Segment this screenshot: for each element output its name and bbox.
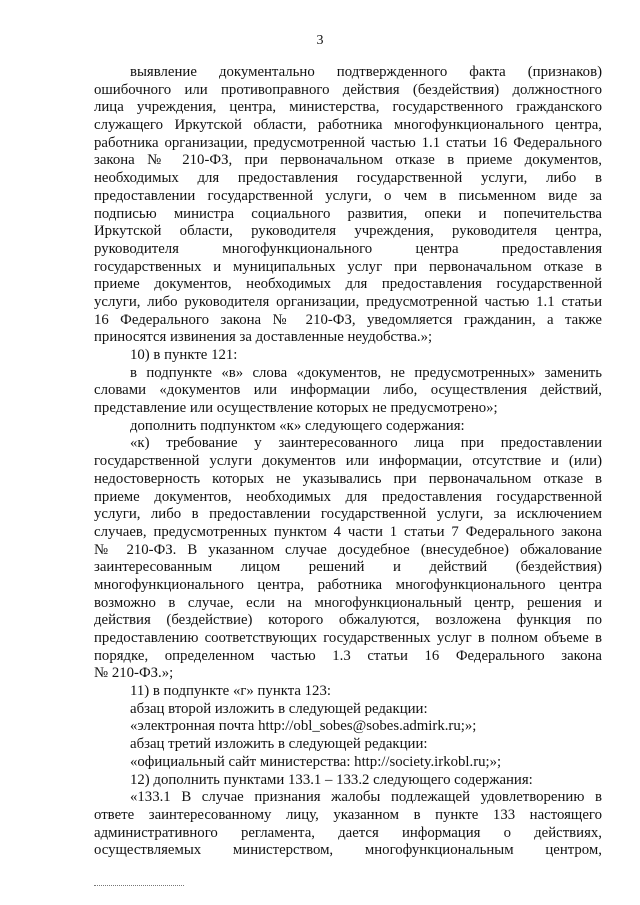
text-line: подписью министра социального развития, опеки и попечительства [94,205,602,222]
text-line: словами «документов или информации либо, осуществления действий, [94,382,602,399]
text-line: государственной услуги документов или информации, отсутствие и (или) [94,453,602,470]
text-line: № 210-ФЗ. В указанном случае досудебное (внесудебное) обжалование [94,541,602,558]
text-line: представление или осуществление которых не предусмотрено»; [94,400,498,417]
text-line: предоставлении государственной услуги, о чем в письменном виде за [94,187,602,204]
text-line: заинтересованным лицом решений и действий (бездействия) [94,559,602,576]
text-line: административного регламента, дается информация о действиях, [94,824,602,841]
page-number: 3 [316,33,324,48]
text-line: закона № 210-ФЗ, при первоначальном отказе в приеме документов, [94,152,602,169]
text-line: ответе заинтересованному лицу, указанном в пункте 133 настоящего [94,806,602,823]
text-line: осуществляемых министерством, многофункциональным центром, [94,842,602,859]
text-line: в подпункте «в» слова «документов, не предусмотренных» заменить [130,364,602,381]
text-line: Иркутской области, руководителя учреждения, руководителя центра, [94,223,602,240]
text-line: работника организации, предусмотренной частью 1.1 статьи 16 Федерального [94,134,602,151]
text-line: услуги, либо руководителя организации, предусмотренной частью 1.1 статьи [94,293,602,310]
text-line: предоставлению соответствующих государственных услуг в полном объеме в [94,630,602,646]
text-line: случаев, предусмотренных пунктом 4 части 1 статьи 7 Федерального закона [94,523,602,540]
text-line: руководителя многофункционального центра предоставления [94,240,602,257]
text-line: «официальный сайт министерства: http://society.irkobl.ru;»; [130,753,502,770]
footer-rule [94,885,184,886]
text-line: ошибочного или противоправного действия (бездействия) должностного [94,81,602,98]
text-line: «133.1 В случае признания жалобы подлежащей удовлетворению в [130,789,602,806]
text-line: 10) в пункте 121: [130,347,238,363]
text-line: порядке, определенном частью 1.3 статьи 16 Федерального закона [94,647,602,664]
text-line: абзац третий изложить в следующей редакции: [130,736,428,753]
text-line: многофункционального центра, работника многофункционального центра [94,576,602,593]
text-line: «электронная почта http://obl_sobes@sobes.admirk.ru;»; [130,718,477,735]
text-line: приеме документов, необходимых для предоставления государственной [94,276,602,293]
text-line: «к) требование у заинтересованного лица при предоставлении [130,435,602,452]
text-line: 11) в подпункте «г» пункта 123: [130,683,331,700]
text-line: дополнить подпунктом «к» следующего содержания: [130,417,465,434]
text-line: выявление документально подтвержденного факта (признаков) [130,64,602,80]
text-line: лица учреждения, центра, министерства, государственного гражданского [94,99,602,116]
text-line: 16 Федерального закона № 210-ФЗ, уведомляется гражданин, а также [94,311,602,328]
text-line: абзац второй изложить в следующей редакции: [130,700,428,717]
text-line: необходимых для предоставления государственной услуги, либо в [94,170,602,187]
text-line: действия (бездействие) которого обжалуются, возложена функция по [94,612,602,629]
text-line: № 210-ФЗ.»; [94,665,174,682]
text-line: приносятся извинения за доставленные неудобства.»; [94,329,433,346]
text-line: служащего Иркутской области, работника многофункционального центра, [94,117,602,134]
text-line: возможно в случае, если на многофункциональный центр, решения и [94,594,602,611]
document-body [94,64,602,860]
text-line: недостоверность которых не указывались при первоначальном отказе в [94,470,602,487]
text-line: приеме документов, необходимых для предоставления государственной [94,488,602,505]
text-line: услуги, либо в предоставлении государственной услуги, за исключением [94,506,602,523]
text-line: государственных и муниципальных услуг при первоначальном отказе в [94,258,602,275]
text-line: 12) дополнить пунктами 133.1 – 133.2 следующего содержания: [130,771,533,788]
